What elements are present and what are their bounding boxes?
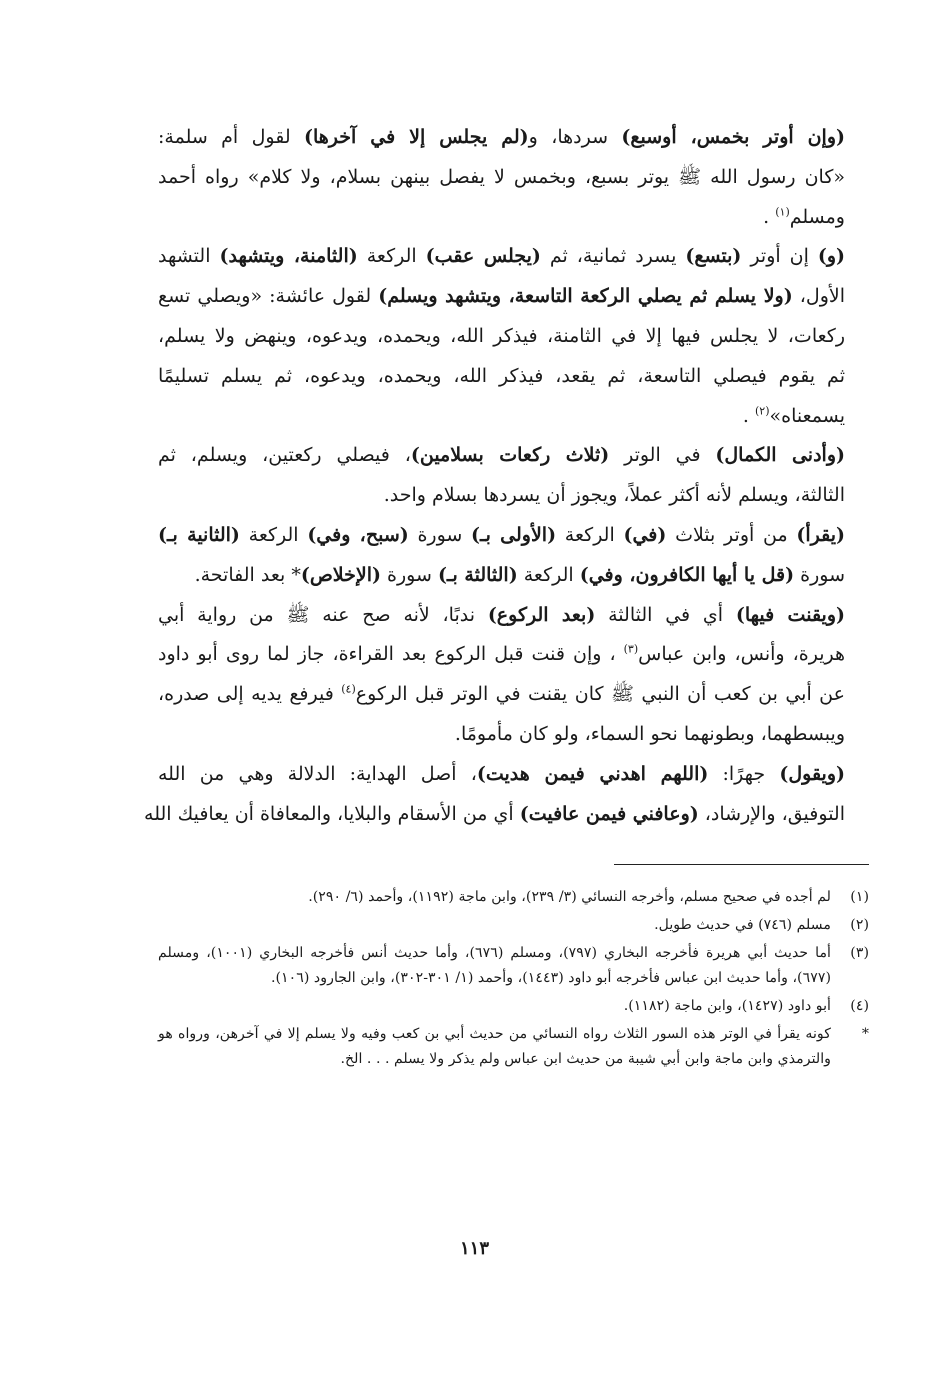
paragraph bbox=[158, 237, 869, 436]
paragraph bbox=[158, 516, 869, 596]
footnote-text: أبو داود (١٤٢٧)، وابن ماجة (١١٨٢). bbox=[623, 998, 831, 1015]
text-line: هريرة، وأنس، وابن عباس$^{(٣)}$ ، وإن قنت قبل الركوع بعد القراءة، جاز لما روى أبو داود bbox=[158, 643, 845, 666]
text-line: (وأدنى الكمال) في الوتر (ثلاث ركعات بسلامين)، فيصلي ركعتين، ويسلم، ثم bbox=[158, 444, 845, 467]
footnote bbox=[158, 1022, 869, 1072]
text-line: الأول، (ولا يسلم ثم يصلي الركعة التاسعة، ويتشهد ويسلم) لقول عائشة: «ويصلي تسع bbox=[158, 285, 845, 308]
footnote bbox=[158, 941, 869, 991]
text-line: سورة (قل يا أيها الكافرون، وفي) الركعة (الثالثة بـ) سورة (الإخلاص)* بعد الفاتحة. bbox=[194, 563, 845, 586]
footnote-text: لم أجده في صحيح مسلم، وأخرجه النسائي (٣/ ٢٣٩)، وابن ماجة (١١٩٢)، وأحمد (٦/ ٢٩٠). bbox=[308, 889, 831, 906]
paragraph bbox=[158, 436, 869, 516]
text-line: التوفيق، والإرشاد، (وعافني فيمن عافيت) أي من الأسقام والبلايا، والمعافاة أن يعافيك الله bbox=[144, 802, 845, 825]
text-line: الثالثة، ويسلم لأنه أكثر عملاً، ويجوز أن يسردها بسلام واحد. bbox=[383, 484, 845, 507]
footnote-text: كونه يقرأ في الوتر هذه السور الثلاث رواه النسائي من حديث أبي بن كعب وفيه ولا يسلم إلا في آخرهن، ورواه هو والترمذي وابن ماجة وابن أبي شيبة من حديث ابن عباس ولم يذكر ولا يسلم . . . الخ. bbox=[158, 1026, 831, 1068]
text-line: عن أبي بن كعب أن النبي ﷺ كان يقنت في الوتر قبل الركوع$^{(٤)}$ فيرفع يديه إلى صدره، bbox=[158, 682, 845, 706]
footnotes bbox=[158, 885, 869, 1072]
paragraph bbox=[158, 118, 869, 237]
text-line: (ويقنت فيها) أي في الثالثة (بعد الركوع) ندبًا، لأنه صح عنه ﷺ من رواية أبي bbox=[158, 603, 846, 626]
text-line: «كان رسول الله ﷺ يوتر بسبع، وبخمس لا يفصل بينهن بسلام، ولا كلام» رواه أحمد bbox=[158, 165, 845, 188]
text-line: ومسلم$^{(١)}$ . bbox=[763, 205, 845, 228]
main-text bbox=[144, 118, 869, 834]
text-line: ويبسطهما، وبطونهما نحو السماء، ولو كان مأمومًا. bbox=[454, 722, 845, 745]
text-line: (ويقول) جهرًا: (اللهم اهدني فيمن هديت)، أصل الهداية: الدلالة وهي من الله bbox=[158, 762, 846, 785]
footnote bbox=[158, 994, 869, 1019]
footnote bbox=[158, 913, 869, 938]
footnote bbox=[158, 885, 869, 910]
text-line: ثم يقوم فيصلي التاسعة، ثم يقعد، فيذكر الله، ويحمده، ويدعوه، ثم يسلم تسليمًا bbox=[158, 364, 845, 387]
page-number: ١١٣ bbox=[459, 1238, 489, 1259]
footnote-text: أما حديث أبي هريرة فأخرجه البخاري (٧٩٧)، ومسلم (٦٧٦)، وأما حديث أنس فأخرجه البخاري (١٠٠١)، ومسلم (٦٧٧)، وأما حديث ابن عباس فأخرجه أبو داود (١٤٤٣)، وأحمد (١/ ٣٠١-٣٠٢)، وابن الجارود (١٠٦). bbox=[158, 945, 832, 987]
text-line: (و) إن أوتر (بتسع) يسرد ثمانية، ثم (يجلس عقب) الركعة (الثامنة، ويتشهد) التشهد bbox=[158, 245, 846, 268]
paragraph bbox=[144, 755, 869, 835]
paragraph bbox=[158, 596, 869, 755]
text-line: يسمعناه»$^{(٢)}$ . bbox=[742, 404, 845, 427]
footnote-number: (٤) bbox=[850, 998, 869, 1015]
footnote-number: (٢) bbox=[850, 917, 869, 934]
footnote-number: (٣) bbox=[850, 945, 869, 962]
footnote-number: (١) bbox=[850, 889, 869, 906]
text-line: ركعات، لا يجلس فيها إلا في الثامنة، فيذكر الله، ويحمده، ويدعوه، وينهض ولا يسلم، bbox=[158, 324, 845, 347]
footnote-text: مسلم (٧٤٦) في حديث طويل. bbox=[654, 917, 831, 934]
text-line: (وإن أوتر بخمس، أوسبع) سردها، و(لم يجلس إلا في آخرها) لقول أم سلمة: bbox=[158, 126, 845, 148]
text-line: (يقرأ) من أوتر بثلاث (في) الركعة (الأولى بـ) سورة (سبح، وفي) الركعة (الثانية بـ) bbox=[158, 523, 845, 546]
footnote-separator bbox=[614, 864, 869, 865]
footnote-number: * bbox=[861, 1026, 869, 1043]
